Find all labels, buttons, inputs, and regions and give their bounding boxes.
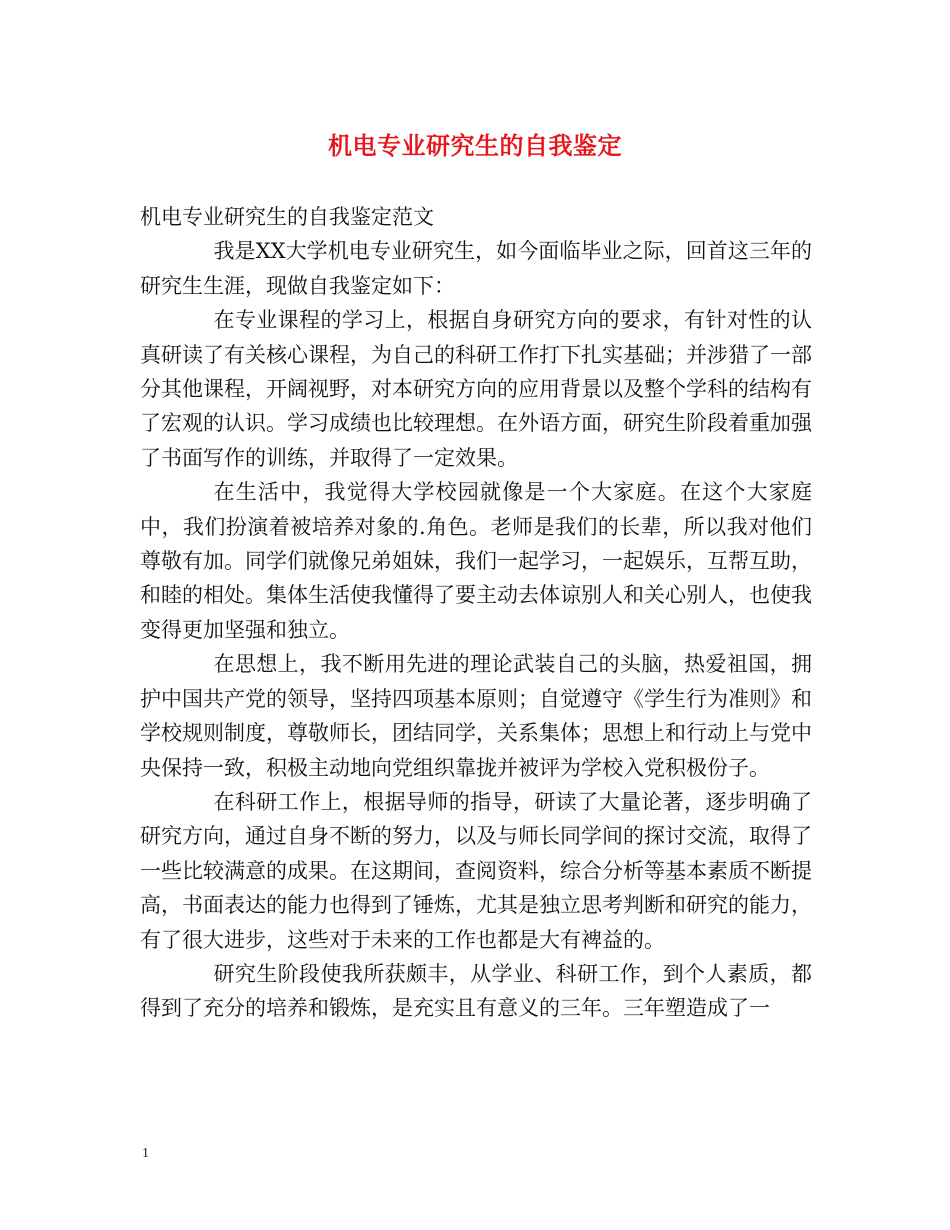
document-title: 机电专业研究生的自我鉴定 xyxy=(328,131,622,160)
paragraph-research: 在科研工作上，根据导师的指导，研读了大量论著，逐步明确了研究方向，通过自身不断的努力，以及与师长同学间的探讨交流，取得了一些比较满意的成果。在这期间，查阅资料，综合分析等基本素质不断提高，书面表达的能力也得到了锤炼，尤其是独立思考判断和研究的能力，有了很大进步，这些对于未来的工作也都是大有裨益的。 xyxy=(140,789,812,952)
paragraph-summary: 研究生阶段使我所获颇丰，从学业、科研工作，到个人素质，都得到了充分的培养和锻炼，是充实且有意义的三年。三年塑造成了一 xyxy=(140,961,812,1021)
paragraph-study: 在专业课程的学习上，根据自身研究方向的要求，有针对性的认真研读了有关核心课程，为自己的科研工作打下扎实基础；并涉猎了一部分其他课程，开阔视野，对本研究方向的应用背景以及整个学科的结构有了宏观的认识。学习成绩也比较理想。在外语方面，研究生阶段着重加强了书面写作的训练，并取得了一定效果。 xyxy=(140,308,812,470)
page-number: 1 xyxy=(142,1146,149,1161)
paragraph-life: 在生活中，我觉得大学校园就像是一个大家庭。在这个大家庭中，我们扮演着被培养对象的.角色。老师是我们的长辈，所以我对他们尊敬有加。同学们就像兄弟姐妹，我们一起学习，一起娱乐，互帮互助，和睦的相处。集体生活使我懂得了要主动去体谅别人和关心别人，也使我变得更加坚强和独立。 xyxy=(140,480,812,642)
document-subtitle: 机电专业研究生的自我鉴定范文 xyxy=(140,205,434,229)
document-body xyxy=(140,200,812,1026)
paragraph-ideology: 在思想上，我不断用先进的理论武装自己的头脑，热爱祖国，拥护中国共产党的领导，坚持四项基本原则；自觉遵守《学生行为准则》和学校规则制度，尊敬师长，团结同学，关系集体；思想上和行动上与党中央保持一致，积极主动地向党组织靠拢并被评为学校入党积极份子。 xyxy=(140,652,812,780)
paragraph-intro: 我是XX大学机电专业研究生，如今面临毕业之际，回首这三年的研究生生涯，现做自我鉴定如下： xyxy=(140,239,812,298)
